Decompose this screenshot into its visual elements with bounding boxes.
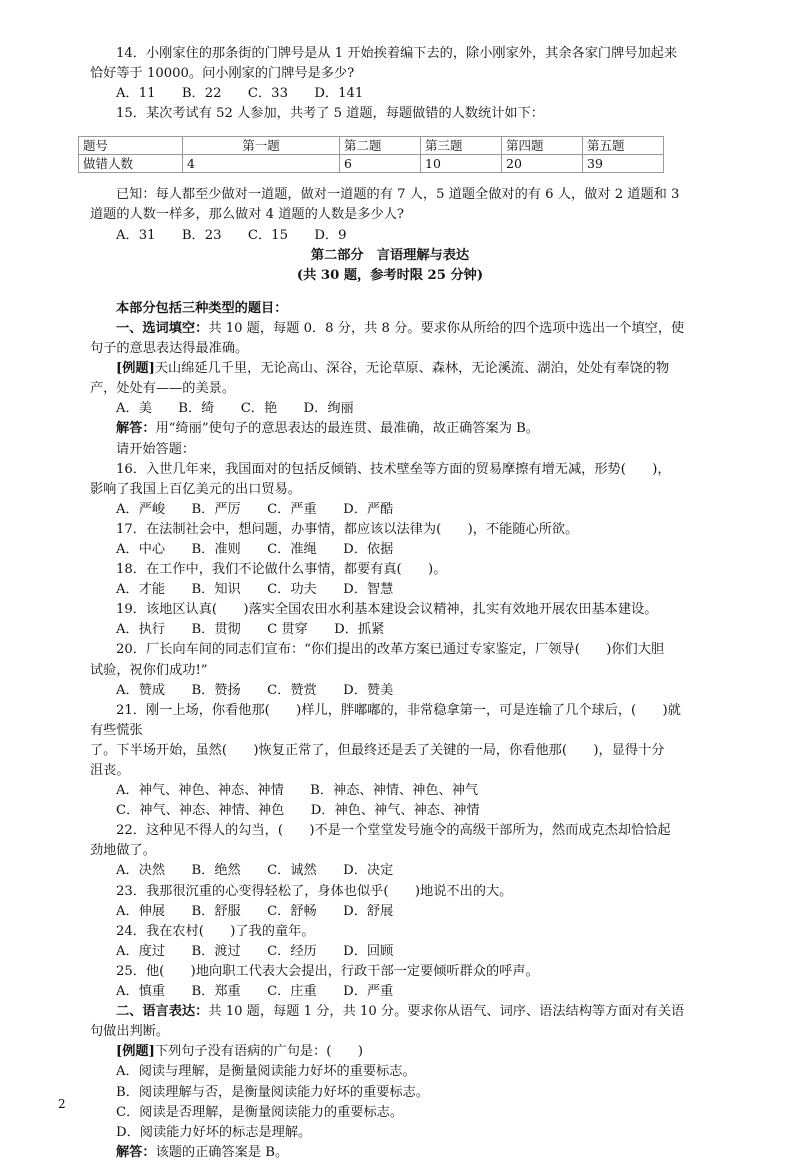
part2-subtitle: (共 30 题，参考时限 25 分钟) — [296, 267, 484, 283]
ex2-option-d: D．阅读能力好坏的标志是理解。 — [116, 1124, 312, 1140]
q15b-options: A．31 B．23 C．15 D．9 — [116, 227, 347, 243]
q22-line1: 22．这种见不得人的勾当，( )不是一个堂堂发号施令的高级干部所为，然而成克杰却恰恰起 — [116, 823, 671, 839]
q24-options: A．度过 B．渡过 C．经历 D．回顾 — [116, 943, 394, 959]
q22-line2: 劲地做了。 — [90, 843, 156, 859]
ans1-text: 用“绮丽”使句子的意思表达的最连贯、最准确，故正确答案为 B。 — [155, 421, 539, 437]
table-cell: 6 — [340, 155, 421, 173]
q24-line1: 24．我在农村( )了我的童年。 — [116, 923, 315, 939]
ex2-text: 下列句子没有语病的广句是：( ) — [154, 1044, 363, 1060]
q14-line2: 恰好等于 10000。问小刚家的门牌号是多少? — [90, 66, 355, 82]
q20-line1: 20．厂长向车间的同志们宣布：“你们提出的改革方案已通过专家鉴定，厂领导( )你们大胆 — [116, 642, 665, 658]
q22-options: A．决然 B．绝然 C．诚然 D．决定 — [116, 863, 394, 879]
ans2-text: 该题的正确答案是 B。 — [155, 1144, 289, 1160]
sec1-line2: 句子的意思表达得最准确。 — [90, 341, 249, 357]
q15-line1: 15．某次考试有 52 人参加，共考了 5 道题，每题做错的人数统计如下： — [116, 106, 544, 122]
sec1-head: 一、选词填空： — [116, 320, 209, 336]
ex2-line — [90, 1042, 690, 1062]
ex1-line1 — [90, 359, 690, 379]
q18-line1: 18．在工作中，我们不论做什么事情，都要有真( )。 — [116, 562, 447, 578]
ex1-options: A．美 B．绮 C．艳 D．绚丽 — [116, 401, 354, 417]
q25-line1: 25．他( )地向职工代表大会提出，行政干部一定要倾听群众的呼声。 — [116, 963, 539, 979]
q23-line1: 23．我那很沉重的心变得轻松了，身体也似乎( )地说不出的大。 — [116, 883, 513, 899]
error-count-table — [78, 136, 664, 173]
q20-line2: 试验，祝你们成功!” — [90, 662, 208, 678]
ex2-option-c: C．阅读是否理解，是衡量阅读能力的重要标志。 — [116, 1104, 404, 1120]
q21-line1: 21．刚一上场，你看他那( )样儿，胖嘟嘟的，非常稳拿第一，可是连输了几个球后，( )就有些慌张 — [90, 702, 681, 738]
q21-line2: 了。下半场开始，虽然( )恢复正常了，但最终还是丢了关键的一局，你看他那( )，显得十分 — [90, 742, 665, 758]
q16-options: A．严峻 B．严厉 C．严重 D．严酷 — [116, 501, 394, 517]
table-cell: 题号 — [79, 137, 183, 155]
sec2-text: 共 10 题，每题 1 分，共 10 分。要求你从语气、词序、语法结构等方面对有关语 — [208, 1004, 685, 1020]
sec2-head: 二、语言表达： — [116, 1004, 209, 1020]
q19-options: A．执行 B．贯彻 C 贯穿 D．抓紧 — [116, 622, 385, 638]
table-cell: 4 — [183, 155, 340, 173]
ex2-option-a: A．阅读与理解，是衡量阅读能力好坏的重要标志。 — [116, 1064, 416, 1080]
part2-title: 第二部分 言语理解与表达 — [310, 247, 470, 263]
q17-line1: 17．在法制社会中，想问题，办事情，都应该以法律为( )，不能随心所欲。 — [116, 521, 579, 537]
table-cell: 第四题 — [502, 137, 583, 155]
q21-options-1: A．神气、神色、神态、神情 B．神态、神情、神色、神气 — [116, 783, 479, 799]
q21-options-2: C．神气、神态、神情、神色 D．神色、神气、神态、神情 — [116, 803, 480, 819]
table-cell: 10 — [421, 155, 502, 173]
start-prompt: 请开始答题： — [116, 441, 196, 457]
table-row — [79, 137, 664, 155]
q16-line1: 16．入世几年来，我国面对的包括反倾销、技术壁垒等方面的贸易摩擦有增无减，形势( )， — [116, 461, 671, 477]
q14-options: A．11 B．22 C．33 D．141 — [116, 86, 364, 102]
q16-line2: 影响了我国上百亿美元的出口贸易。 — [90, 481, 301, 497]
ans1-tag: 解答： — [116, 421, 156, 437]
ex1-line2: 产，处处有——的美景。 — [90, 381, 236, 397]
sec2-line1 — [90, 1002, 690, 1022]
table-cell: 做错人数 — [79, 155, 183, 173]
table-row — [79, 155, 664, 173]
ans2 — [90, 1143, 690, 1163]
q18-options: A．才能 B．知识 C．功夫 D．智慧 — [116, 582, 394, 598]
sec1-line1 — [90, 319, 690, 339]
ex2-option-b: B．阅读理解与否，是衡量阅读能力好坏的重要标志。 — [116, 1084, 430, 1100]
q15b-line2: 道题的人数一样多，那么做对 4 道题的人数是多少人? — [90, 207, 404, 223]
table-cell: 第五题 — [583, 137, 664, 155]
q20-options: A．赞成 B．赞扬 C．赞赏 D．赞美 — [116, 682, 394, 698]
q19-line1: 19．该地区认真( )落实全国农田水利基本建设会议精神，扎实有效地开展农田基本建设。 — [116, 602, 658, 618]
ex2-tag: [例题] — [116, 1044, 155, 1060]
table-cell: 第三题 — [421, 137, 502, 155]
q17-options: A．中心 B．准则 C．准绳 D．依据 — [116, 541, 394, 557]
table-cell: 第二题 — [340, 137, 421, 155]
table-cell: 39 — [583, 155, 664, 173]
sec1-text: 共 10 题，每题 0．8 分，共 8 分。要求你从所给的四个选项中选出一个填空，使 — [208, 320, 685, 336]
q15b-line1: 已知：每人都至少做对一道题，做对一道题的有 7 人，5 道题全做对的有 6 人，做对 2 道题和 3 — [116, 187, 680, 203]
ans2-tag: 解答： — [116, 1144, 156, 1160]
ans1 — [90, 419, 690, 439]
page-number: 2 — [58, 1097, 66, 1111]
q25-options: A．慎重 B．郑重 C．庄重 D．严重 — [116, 984, 394, 1000]
q14-line1: 14．小刚家住的那条街的门牌号是从 1 开始挨着编下去的，除小刚家外，其余各家门牌号加起来 — [116, 46, 678, 61]
q21-line3: 沮丧。 — [90, 763, 130, 778]
document-page — [83, 44, 690, 1163]
ex1-tag: [例题] — [116, 361, 155, 377]
table-cell: 第一题 — [183, 137, 340, 155]
intro: 本部分包括三种类型的题目： — [116, 300, 288, 316]
ex1-text: 天山绵延几千里，无论高山、深谷，无论草原、森林，无论溪流、湖泊，处处有奉饶的物 — [154, 361, 670, 377]
sec2-line2: 句做出判断。 — [90, 1024, 170, 1040]
q23-options: A．伸展 B．舒服 C．舒畅 D．舒展 — [116, 903, 394, 919]
table-cell: 20 — [502, 155, 583, 173]
